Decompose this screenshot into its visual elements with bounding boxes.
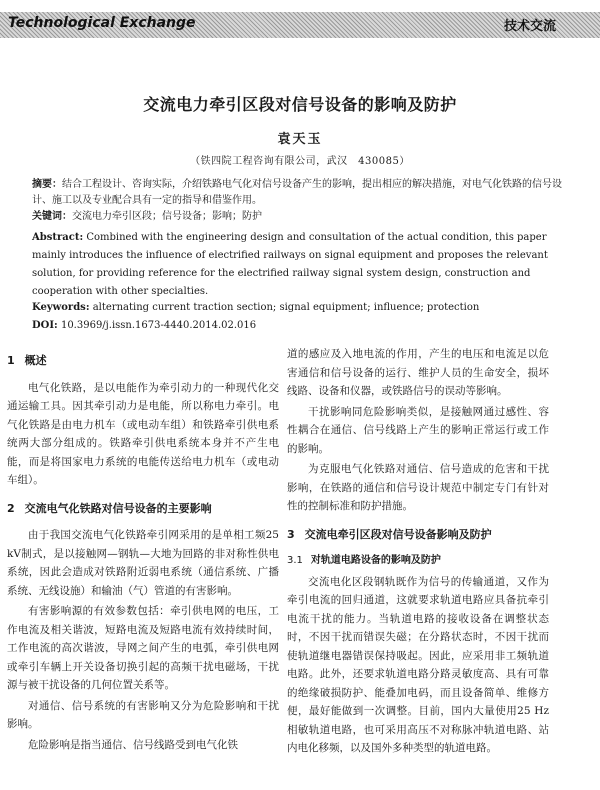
abstract-english <box>32 229 572 301</box>
paragraph: 交流电化区段钢轨既作为信号的传输通道，又作为牵引电流的回归通道，这就要求轨道电路应具备抗牵引电流干扰的能力。当轨道电路的接收设备在调整状态时，不因干扰而错误失磁；在分路状态时，不因干扰而使轨道继电器错误保持吸起。因此，应采用非工频轨道电路。此外，还要求轨道电路分路灵敏度高、具有可靠的绝缘破损防护、能叠加电码，而且设备简单、维修方便，最好能做到一次调整。目前，国内大量使用25 Hz相敏轨道电路，也可采用高压不对称脉冲轨道电路、站内电化移频，以及国外多种类型的轨道电路。 <box>287 575 549 754</box>
doi-label: DOI: <box>32 320 58 331</box>
running-header-bar <box>0 12 600 38</box>
subsection-heading-3-1 <box>287 552 549 571</box>
paragraph: 干扰影响同危险影响类似，是接触网通过感性、容性耦合在通信、信号线路上产生的影响正常运行或工作的影响。 <box>287 405 549 455</box>
keywords-chinese <box>32 209 572 225</box>
paragraph: 对通信、信号系统的有害影响又分为危险影响和干扰影响。 <box>7 699 279 730</box>
keywords-english <box>32 300 572 316</box>
section-number: 3 <box>287 527 295 541</box>
paragraph: 由于我国交流电气化铁路牵引网采用的是单相工频25 kV制式，是以接触网—钢轨—大地为回路的非对称性供电系统，因此会造成对铁路附近弱电系统（通信系统、广播系统、无线设施）和输油（气）管道的有害影响。 <box>7 529 279 597</box>
abstract-chinese <box>32 177 572 209</box>
abstract-chinese-label: 摘要： <box>32 179 62 190</box>
abstract-chinese-text: 结合工程设计、咨询实际，介绍铁路电气化对信号设备产生的影响，提出相应的解决措施，对电气化铁路的信号设计、施工以及专业配合具有一定的指导和借鉴作用。 <box>32 179 562 206</box>
author-name: 袁天玉 <box>277 132 323 147</box>
section-title: 交流电牵引区段对信号设备影响及防护 <box>304 527 492 541</box>
paragraph: 为克服电气化铁路对通信、信号造成的危害和干扰影响，在铁路的通信和信号设计规范中制定专门有针对性的控制标准和防护措施。 <box>287 463 549 512</box>
keywords-chinese-text: 交流电力牵引区段；信号设备；影响；防护 <box>72 211 262 222</box>
journal-section-chinese: 技术交流 <box>503 19 556 34</box>
section-number: 2 <box>7 501 15 515</box>
abstract-english-text: Combined with the engineering design and consultation of the actual condition, this paper mainly introduces the influence of electrified railways on signal equipment and proposes the relevant solution, for providing reference for the electrified railway signal system design, construction and cooperation with other specialties. <box>32 232 548 297</box>
section-heading-3 <box>287 526 549 545</box>
section-title: 交流电气化铁路对信号设备的主要影响 <box>24 501 212 515</box>
body-column-right <box>287 345 549 760</box>
abstract-english-label: Abstract: <box>32 232 84 243</box>
body-column-left <box>7 352 279 756</box>
section-number: 1 <box>7 354 15 367</box>
keywords-chinese-label: 关键词： <box>32 211 72 222</box>
doi-value: 10.3969/j.issn.1673-4440.2014.02.016 <box>60 320 257 331</box>
section-title: 概述 <box>24 354 47 367</box>
section-heading-2 <box>7 500 279 519</box>
section-heading-1 <box>7 352 279 371</box>
keywords-english-text: alternating current traction section; signal equipment; influence; protection <box>92 302 480 313</box>
paragraph: 有害影响源的有效参数包括：牵引供电网的电压，工作电流及相关谐波，短路电流及短路电流有效持续时间，工作电流的高次谐波，导网之间产生的电弧，牵引供电网或牵引车辆上开关设备切换引起的高频干扰电磁场，干扰源与被干扰设备的几何位置关系等。 <box>7 605 279 691</box>
paragraph-continued: 道的感应及入地电流的作用，产生的电压和电流足以危害通信和信号设备的运行、维护人员的生命安全，损坏线路、设备和仪器，或铁路信号的误动等影响。 <box>287 348 549 397</box>
journal-section-english: Technological Exchange <box>8 15 196 31</box>
keywords-english-label: Keywords: <box>32 302 90 313</box>
subsection-title: 对轨道电路设备的影响及防护 <box>310 555 441 566</box>
doi-line <box>32 318 572 334</box>
subsection-number: 3.1 <box>287 555 303 566</box>
paper-title: 交流电力牵引区段对信号设备的影响及防护 <box>143 95 457 114</box>
paragraph: 电气化铁路，是以电能作为牵引动力的一种现代化交通运输工具。因其牵引动力是电能，所以称电力牵引。电气化铁路是由电力机车（或电动车组）和铁路牵引供电系统两大部分组成的。铁路牵引供电系统本身并不产生电能，而是将国家电力系统的电能传送给电力机车（或电动车组）。 <box>7 381 279 486</box>
paragraph: 危险影响是指当通信、信号线路受到电气化铁 <box>28 738 238 751</box>
author-affiliation: （铁四院工程咨询有限公司，武汉 430085） <box>190 156 410 167</box>
